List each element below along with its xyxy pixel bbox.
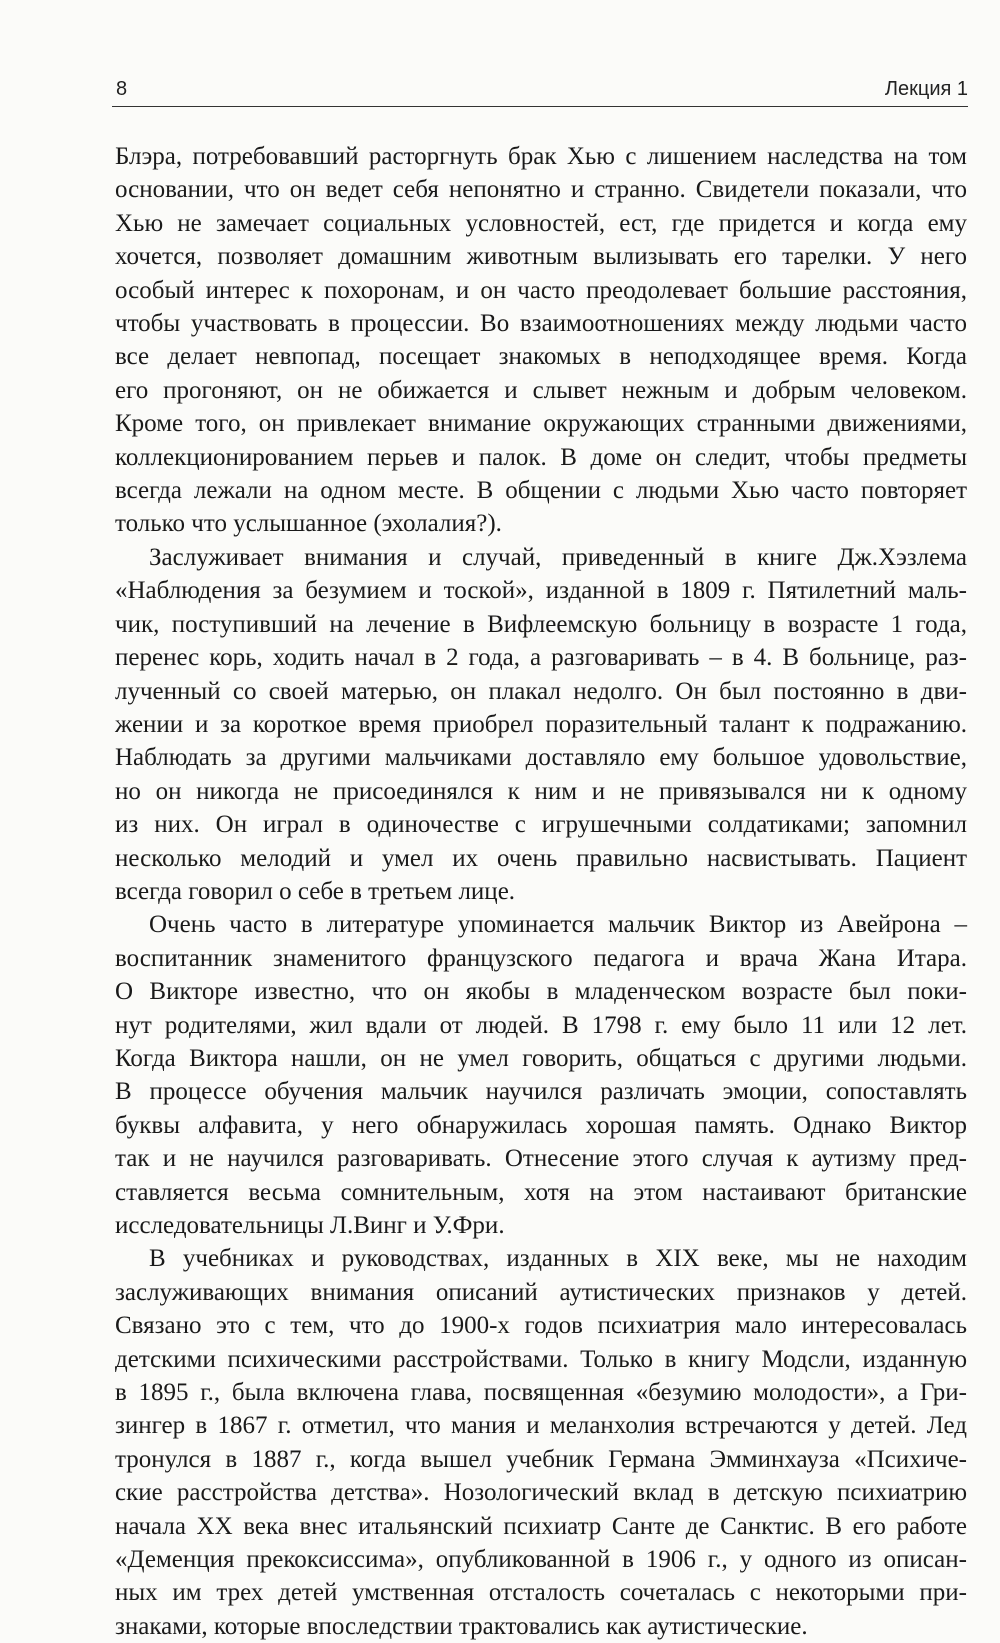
text-line: коллекционированием перьев и палок. В доме он следит, чтобы предметы: [115, 443, 967, 471]
text-line: хочется, позволяет домашним животным вылизывать его тарелки. У него: [115, 243, 967, 271]
text-line: «Деменция прекоксиссима», опубликованной в 1906 г., у одного из описан-: [115, 1546, 967, 1574]
text-line: начала XX века внес итальянский психиатр Санте де Санктис. В его работе: [115, 1512, 967, 1540]
text-line: ские расстройства детства». Нозологический вклад в детскую психиатрию: [115, 1479, 967, 1507]
header-rule: [112, 106, 968, 107]
text-line: буквы алфавита, у него обнаружилась хорошая память. Однако Виктор: [115, 1111, 967, 1139]
text-line: но он никогда не присоединялся к ним и не привязывался ни к одному: [115, 777, 967, 805]
text-line: чик, поступивший на лечение в Вифлеемскую больницу в возрасте 1 года,: [115, 610, 967, 638]
paragraph: [115, 908, 967, 1242]
text-line: О Викторе известно, что он якобы в младенческом возрасте был поки-: [115, 978, 967, 1006]
text-line: Наблюдать за другими мальчиками доставляло ему большое удовольствие,: [115, 744, 967, 772]
text-line: чтобы участвовать в процессии. Во взаимоотношениях между людьми часто: [115, 310, 967, 338]
text-line: несколько мелодий и умел их очень правильно насвистывать. Пациент: [115, 844, 967, 872]
text-line: только что услышанное (эхолалия?).: [115, 510, 502, 538]
text-line: жении и за короткое время приобрел поразительный талант к подражанию.: [115, 710, 967, 738]
body-text: [115, 140, 967, 1643]
text-line: детскими психическими расстройствами. Только в книгу Модсли, изданную: [115, 1345, 967, 1373]
text-line: знаками, которые впоследствии трактовались как аутистические.: [115, 1612, 808, 1640]
text-line: В учебниках и руководствах, изданных в XIX веке, мы не находим: [149, 1245, 967, 1273]
text-line: Кроме того, он привлекает внимание окружающих странными движениями,: [115, 410, 967, 438]
text-line: В процессе обучения мальчик научился различать эмоции, сопоставлять: [115, 1078, 967, 1106]
text-line: ставляется весьма сомнительным, хотя на этом настаивают британские: [115, 1178, 967, 1206]
text-line: зингер в 1867 г. отметил, что мания и меланхолия встречаются у детей. Лед: [115, 1412, 967, 1440]
text-line: «Наблюдения за безумием и тоской», изданной в 1809 г. Пятилетний маль-: [115, 577, 967, 605]
paragraph: [115, 140, 967, 541]
text-line: в 1895 г., была включена глава, посвященная «безумию молодости», а Гри-: [115, 1379, 967, 1407]
text-line: основании, что он ведет себя непонятно и странно. Свидетели показали, что: [115, 176, 967, 204]
text-line: так и не научился разговаривать. Отнесение этого случая к аутизму пред-: [115, 1145, 967, 1173]
text-line: из них. Он играл в одиночестве с игрушечными солдатиками; запомнил: [115, 811, 967, 839]
text-line: нут родителями, жил вдали от людей. В 1798 г. ему было 11 или 12 лет.: [115, 1011, 967, 1039]
text-line: заслуживающих внимания описаний аутистических признаков у детей.: [115, 1278, 967, 1306]
running-title: Лекция 1: [884, 78, 968, 100]
text-line: воспитанник знаменитого французского педагога и врача Жана Итара.: [115, 944, 967, 972]
text-line: перенес корь, ходить начал в 2 года, а разговаривать – в 4. В больнице, раз-: [115, 644, 967, 672]
text-line: Связано это с тем, что до 1900-х годов психиатрия мало интересовалась: [115, 1312, 967, 1340]
text-line: особый интерес к похоронам, и он часто преодолевает большие расстояния,: [115, 276, 967, 304]
text-line: лученный со своей матерью, он плакал недолго. Он был постоянно в дви-: [115, 677, 967, 705]
text-line: всегда говорил о себе в третьем лице.: [115, 877, 516, 905]
text-line: тронулся в 1887 г., когда вышел учебник Германа Эмминхауза «Психиче-: [115, 1445, 967, 1473]
text-line: Хью не замечает социальных условностей, ест, где придется и когда ему: [115, 209, 967, 237]
text-line: Когда Виктора нашли, он не умел говорить, общаться с другими людьми.: [115, 1044, 967, 1072]
text-line: исследовательницы Л.Винг и У.Фри.: [115, 1212, 505, 1239]
page-number: 8: [116, 78, 128, 100]
text-line: Заслуживает внимания и случай, приведенный в книге Дж.Хэзлема: [149, 543, 967, 571]
text-line: его прогоняют, он не обижается и слывет нежным и добрым человеком.: [115, 376, 967, 404]
text-line: Блэра, потребовавший расторгнуть брак Хью с лишением наследства на том: [115, 143, 967, 170]
paragraph: [115, 541, 967, 908]
text-line: ных им трех детей умственная отсталость сочеталась с некоторыми при-: [115, 1579, 967, 1607]
text-line: всегда лежали на одном месте. В общении с людьми Хью часто повторяет: [115, 477, 967, 505]
text-line: все делает невпопад, посещает знакомых в неподходящее время. Когда: [115, 343, 967, 371]
text-line: Очень часто в литературе упоминается мальчик Виктор из Авейрона –: [149, 911, 967, 939]
paragraph: [115, 1242, 967, 1643]
